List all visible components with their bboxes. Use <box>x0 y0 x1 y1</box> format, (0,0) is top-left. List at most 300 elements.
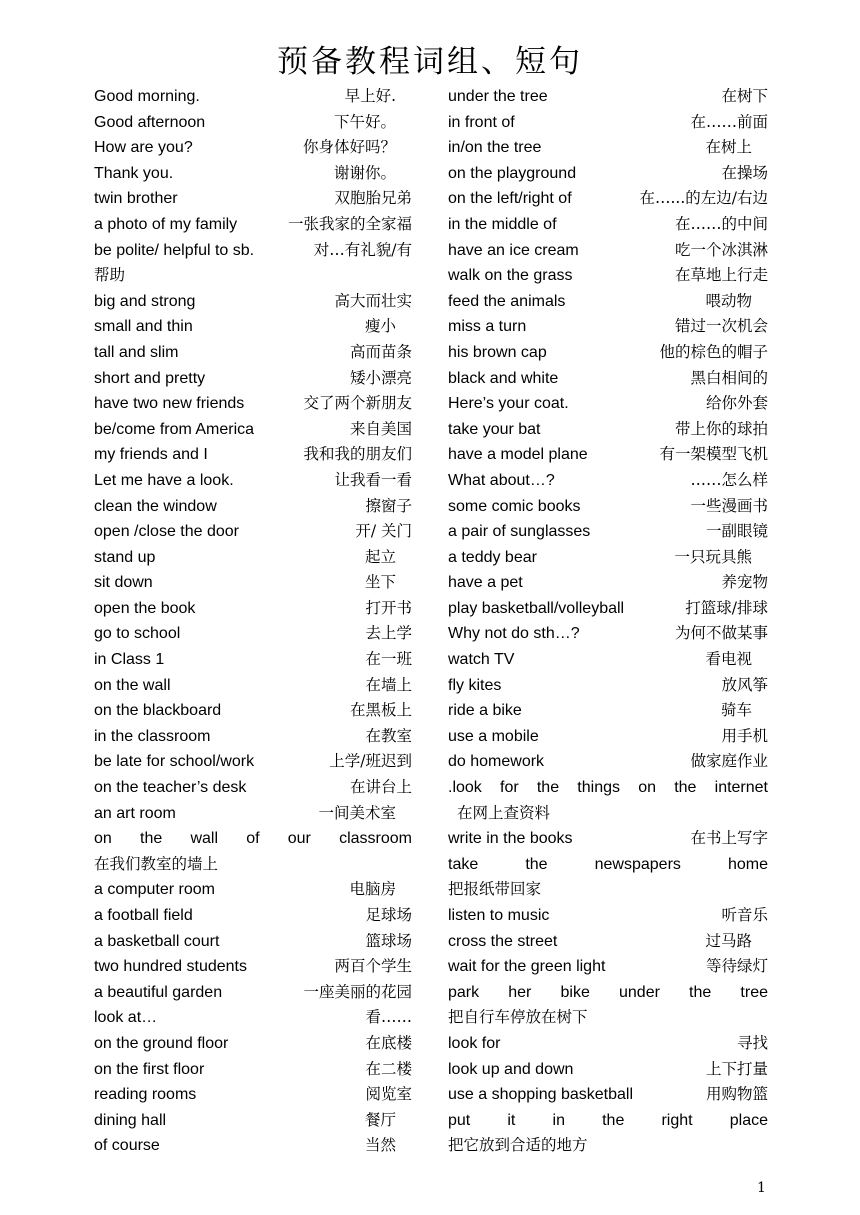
phrase-chinese: 在一班 <box>365 650 412 669</box>
phrase-english: use a shopping basketball <box>448 1086 634 1104</box>
phrase-entry <box>94 749 412 775</box>
phrase-chinese: 高大而壮实 <box>334 291 412 310</box>
phrase-entry <box>94 186 412 212</box>
phrase-entry <box>448 1031 768 1057</box>
phrase-line <box>448 314 768 340</box>
phrase-chinese: 在操场 <box>721 163 768 182</box>
phrase-chinese: 交了两个新朋友 <box>303 394 412 413</box>
phrase-chinese: 错过一次机会 <box>674 317 768 336</box>
phrase-chinese: 上学/班迟到 <box>329 752 412 771</box>
phrase-entry <box>94 570 412 596</box>
phrase-line <box>448 954 768 980</box>
phrase-english: stand up <box>94 548 156 566</box>
phrase-entry <box>448 1108 768 1159</box>
phrase-line <box>94 877 412 903</box>
phrase-english: Here’s your coat. <box>448 395 569 413</box>
phrase-chinese: 把自行车停放在树下 <box>448 1008 588 1027</box>
phrase-line <box>448 417 768 443</box>
phrase-line <box>448 468 768 494</box>
phrase-english: take your bat <box>448 420 541 438</box>
phrase-line <box>94 1005 412 1031</box>
phrase-chinese: 餐厅 <box>364 1110 396 1129</box>
phrase-english: Why not do sth…? <box>448 625 580 643</box>
phrase-chinese: 在…...的左边/右边 <box>639 189 768 208</box>
phrase-english: his brown cap <box>448 343 547 361</box>
phrase-chinese: 在网上查资料 <box>457 803 551 822</box>
phrase-english: What about…? <box>448 471 555 489</box>
phrase-chinese: 喂动物 <box>705 291 752 310</box>
phrase-chinese: 听音乐 <box>721 906 768 924</box>
phrase-entry <box>448 1057 768 1083</box>
phrase-english: write in the books <box>448 830 573 848</box>
phrase-line <box>448 186 768 212</box>
phrase-line <box>94 698 412 724</box>
phrase-entry <box>448 391 768 417</box>
phrase-line <box>448 724 768 750</box>
phrase-entry <box>94 1082 412 1108</box>
phrase-chinese: 养宠物 <box>721 573 768 592</box>
phrase-entry <box>448 442 768 468</box>
phrase-chinese: 他的棕色的帽子 <box>659 342 768 361</box>
phrase-entry <box>94 340 412 366</box>
phrase-line <box>94 314 412 340</box>
phrase-entry <box>94 1005 412 1031</box>
phrase-line <box>448 238 768 264</box>
phrase-entry <box>448 186 768 212</box>
phrase-chinese: 上下打量 <box>705 1059 768 1078</box>
phrase-entry <box>94 1133 412 1159</box>
phrase-entry <box>448 596 768 622</box>
phrase-english: be polite/ helpful to sb. <box>94 241 255 259</box>
phrase-english: on the ground floor <box>94 1034 229 1052</box>
phrase-entry <box>448 1082 768 1108</box>
phrase-line <box>94 1031 412 1057</box>
phrase-chinese: 一些漫画书 <box>690 496 768 515</box>
phrase-chinese: 看…… <box>365 1008 412 1027</box>
phrase-line <box>448 391 768 417</box>
phrase-line <box>94 749 412 775</box>
phrase-line <box>448 366 768 392</box>
phrase-chinese: 给你外套 <box>705 394 768 413</box>
phrase-entry <box>94 775 412 801</box>
phrase-entry <box>94 1031 412 1057</box>
phrase-entry <box>94 673 412 699</box>
phrase-english: put it in the right place <box>448 1111 768 1129</box>
phrase-english: watch TV <box>448 651 515 669</box>
phrase-entry <box>94 442 412 468</box>
phrase-entry <box>94 417 412 443</box>
phrase-entry <box>94 596 412 622</box>
phrase-chinese: 为何不做某事 <box>674 624 768 643</box>
phrase-english: do homework <box>448 753 545 771</box>
phrase-entry <box>94 877 412 903</box>
phrase-entry <box>448 647 768 673</box>
phrase-entry <box>94 391 412 417</box>
phrase-chinese: 在墙上 <box>365 675 412 694</box>
phrase-english: look for <box>448 1034 501 1052</box>
phrase-line <box>94 340 412 366</box>
phrase-chinese: 足球场 <box>365 906 412 924</box>
phrase-chinese: 一副眼镜 <box>705 522 768 541</box>
phrase-chinese: 用购物篮 <box>705 1085 768 1104</box>
phrase-english: look at… <box>94 1009 158 1027</box>
phrase-line <box>94 621 412 647</box>
phrase-entry <box>448 494 768 520</box>
phrase-entry <box>448 775 768 826</box>
phrase-english: play basketball/volleyball <box>448 599 625 617</box>
phrase-chinese: 把报纸带回家 <box>448 880 542 899</box>
phrase-chinese: 一张我家的全家福 <box>287 214 412 233</box>
phrase-english: be late for school/work <box>94 753 255 771</box>
phrase-entry <box>448 340 768 366</box>
phrase-entry <box>94 621 412 647</box>
phrase-english: How are you? <box>94 139 193 157</box>
phrase-chinese: 放风筝 <box>721 675 768 694</box>
phrase-english: Thank you. <box>94 164 174 182</box>
phrase-line <box>448 340 768 366</box>
phrase-english: tall and slim <box>94 343 179 361</box>
phrase-line <box>94 289 412 315</box>
phrase-chinese: 带上你的球拍 <box>674 419 768 438</box>
phrase-line <box>448 161 768 187</box>
phrase-entry <box>94 826 412 877</box>
phrase-english: a beautiful garden <box>94 983 223 1001</box>
phrase-chinese: 看电视 <box>705 650 752 669</box>
phrase-english: take the newspapers home <box>448 855 768 873</box>
phrase-chinese: 擦窗子 <box>365 496 412 515</box>
phrase-entry <box>448 826 768 852</box>
phrase-column-right <box>448 84 768 1159</box>
phrase-line <box>94 417 412 443</box>
phrase-entry <box>448 570 768 596</box>
phrase-chinese: 吃一个冰淇淋 <box>674 240 768 259</box>
phrase-chinese: 一只玩具熊 <box>674 547 752 566</box>
phrase-line <box>94 801 412 827</box>
phrase-chinese: 篮球场 <box>365 931 412 950</box>
phrase-entry <box>94 161 412 187</box>
phrase-chinese: 打开书 <box>365 598 412 617</box>
phrase-line <box>448 673 768 699</box>
phrase-line <box>448 212 768 238</box>
phrase-chinese: 我和我的朋友们 <box>303 445 412 464</box>
phrase-entry <box>448 980 768 1031</box>
phrase-english: listen to music <box>448 907 550 924</box>
phrase-entry <box>448 749 768 775</box>
phrase-chinese: 在底楼 <box>365 1033 412 1052</box>
phrase-entry <box>448 698 768 724</box>
phrase-english: on the left/right of <box>448 190 572 208</box>
phrase-line <box>94 903 412 929</box>
phrase-english: on the wall of our classroom <box>94 830 412 848</box>
phrase-chinese: 在……前面 <box>690 112 768 131</box>
phrase-entry <box>94 647 412 673</box>
phrase-entry <box>94 903 412 929</box>
phrase-english: sit down <box>94 574 153 592</box>
phrase-entry <box>94 698 412 724</box>
phrase-english: a pair of sunglasses <box>448 523 591 541</box>
phrase-entry <box>448 135 768 161</box>
phrase-english: my friends and I <box>94 446 208 464</box>
phrase-chinese: 过马路 <box>705 931 752 950</box>
phrase-chinese: 对…有礼貌/有 <box>313 240 412 259</box>
phrase-english: use a mobile <box>448 727 539 745</box>
phrase-english: in the middle of <box>448 215 557 233</box>
phrase-english: on the playground <box>448 164 577 182</box>
phrase-chinese: 寻找 <box>736 1033 768 1052</box>
phrase-english: under the tree <box>448 88 548 105</box>
phrase-line <box>448 1031 768 1057</box>
phrase-chinese: 起立 <box>364 547 396 566</box>
phrase-entry <box>448 110 768 136</box>
phrase-line <box>448 519 768 545</box>
phrase-entry <box>448 852 768 903</box>
phrase-chinese: 开/ 关门 <box>355 522 412 541</box>
phrase-line <box>448 570 768 596</box>
phrase-english: wait for the green light <box>448 958 606 976</box>
phrase-english: go to school <box>94 625 181 643</box>
phrase-chinese: 当然 <box>364 1136 396 1155</box>
phrase-chinese: 在我们教室的墙上 <box>94 854 219 873</box>
phrase-line <box>94 161 412 187</box>
phrase-chinese: 黑白相间的 <box>690 368 768 387</box>
phrase-entry <box>448 545 768 571</box>
phrase-column-left <box>94 84 412 1159</box>
phrase-line <box>448 442 768 468</box>
phrase-english: clean the window <box>94 497 217 515</box>
phrase-line <box>94 212 412 238</box>
page-number: 1 <box>757 1180 766 1196</box>
phrase-chinese: 高而苗条 <box>349 342 412 361</box>
phrase-chinese: 在树上 <box>705 138 752 157</box>
phrase-english: have two new friends <box>94 395 245 413</box>
phrase-english: cross the street <box>448 932 558 950</box>
phrase-entry <box>94 289 412 315</box>
phrase-chinese: 一座美丽的花园 <box>303 982 412 1001</box>
phrase-entry <box>94 135 412 161</box>
phrase-english: a football field <box>94 907 193 924</box>
phrase-chinese: 有一架模型飞机 <box>659 445 768 464</box>
phrase-line <box>448 647 768 673</box>
phrase-line <box>94 135 412 161</box>
phrase-entry <box>448 161 768 187</box>
phrase-entry <box>448 84 768 110</box>
phrase-entry <box>448 621 768 647</box>
phrase-english: feed the animals <box>448 292 566 310</box>
phrase-english: in front of <box>448 113 515 131</box>
phrase-english: twin brother <box>94 190 178 208</box>
phrase-english: Good afternoon <box>94 113 206 131</box>
phrase-english: dining hall <box>94 1111 167 1129</box>
phrase-english: in Class 1 <box>94 651 165 669</box>
phrase-entry <box>94 724 412 750</box>
phrase-chinese: 在教室 <box>365 726 412 745</box>
phrase-english: have an ice cream <box>448 241 579 259</box>
phrase-chinese: 来自美国 <box>349 419 412 438</box>
phrase-english: reading rooms <box>94 1086 197 1104</box>
phrase-entry <box>94 1057 412 1083</box>
phrase-entry <box>448 417 768 443</box>
phrase-chinese: 在树下 <box>721 87 768 105</box>
phrase-line <box>94 186 412 212</box>
phrase-chinese: 在黑板上 <box>349 701 412 720</box>
phrase-line <box>94 570 412 596</box>
phrase-chinese: 在讲台上 <box>349 778 412 797</box>
phrase-english: Let me have a look. <box>94 471 234 489</box>
phrase-line <box>94 1133 412 1159</box>
phrase-chinese: 在……的中间 <box>674 214 768 233</box>
phrase-line <box>94 980 412 1006</box>
phrase-line <box>94 494 412 520</box>
phrase-chinese: 在二楼 <box>365 1059 412 1078</box>
phrase-english: in the classroom <box>94 727 211 745</box>
phrase-entry <box>448 724 768 750</box>
phrase-line <box>94 596 412 622</box>
phrase-line <box>94 724 412 750</box>
phrase-entry <box>448 366 768 392</box>
phrase-chinese: 把它放到合适的地方 <box>448 1136 588 1155</box>
phrase-line <box>448 135 768 161</box>
phrase-english: black and white <box>448 369 559 387</box>
phrase-chinese: 在草地上行走 <box>674 266 768 285</box>
phrase-english: have a pet <box>448 574 523 592</box>
phrase-line <box>448 621 768 647</box>
phrase-entry <box>94 801 412 827</box>
phrase-chinese: 骑车 <box>720 701 752 720</box>
phrase-english: on the teacher’s desk <box>94 779 247 797</box>
phrase-entry <box>448 263 768 289</box>
phrase-chinese: 双胞胎兄弟 <box>334 189 412 208</box>
phrase-chinese: 两百个学生 <box>334 957 412 976</box>
phrase-english: on the first floor <box>94 1060 205 1078</box>
phrase-english: a computer room <box>94 881 215 899</box>
phrase-line <box>448 903 768 929</box>
phrase-line <box>448 1082 768 1108</box>
phrase-entry <box>94 954 412 980</box>
phrase-entry <box>448 954 768 980</box>
phrase-english: short and pretty <box>94 369 206 387</box>
phrase-line <box>448 545 768 571</box>
phrase-line <box>94 1082 412 1108</box>
phrase-line <box>94 84 412 110</box>
phrase-line <box>448 698 768 724</box>
phrase-english: two hundred students <box>94 958 247 976</box>
phrase-chinese: 打篮球/排球 <box>685 598 768 617</box>
phrase-chinese: 在书上写字 <box>690 829 768 848</box>
phrase-entry <box>94 468 412 494</box>
phrase-line <box>94 954 412 980</box>
phrase-chinese: 让我看一看 <box>334 470 412 489</box>
page-title: 预备教程词组、短句 <box>277 44 583 80</box>
phrase-line <box>94 391 412 417</box>
phrase-entry <box>94 238 412 289</box>
phrase-chinese-continued: 帮助 <box>94 266 126 285</box>
phrase-entry <box>448 903 768 929</box>
phrase-entry <box>94 545 412 571</box>
phrase-english: in/on the tree <box>448 139 542 157</box>
phrase-english: of course <box>94 1137 160 1155</box>
phrase-line <box>94 519 412 545</box>
phrase-entry <box>94 314 412 340</box>
phrase-entry <box>448 673 768 699</box>
phrase-line <box>94 110 412 136</box>
phrase-english: some comic books <box>448 497 581 515</box>
phrase-chinese: 去上学 <box>365 624 412 643</box>
phrase-chinese: 做家庭作业 <box>690 752 768 771</box>
phrase-chinese: 瘦小 <box>364 317 396 336</box>
phrase-chinese: 谢谢你。 <box>333 163 396 182</box>
phrase-entry <box>94 1108 412 1134</box>
phrase-line <box>94 929 412 955</box>
phrase-english: fly kites <box>448 676 502 694</box>
phrase-chinese: 电脑房 <box>349 880 396 899</box>
phrase-english: miss a turn <box>448 318 527 336</box>
phrase-english: a photo of my family <box>94 215 238 233</box>
phrase-line <box>448 749 768 775</box>
phrase-entry <box>94 212 412 238</box>
phrase-entry <box>448 519 768 545</box>
phrase-english: .look for the things on the internet <box>448 779 768 797</box>
phrase-line <box>448 110 768 136</box>
phrase-english: open /close the door <box>94 523 239 541</box>
phrase-entry <box>448 929 768 955</box>
phrase-entry <box>94 366 412 392</box>
phrase-line <box>94 1108 412 1134</box>
phrase-chinese: 阅览室 <box>365 1085 412 1104</box>
phrase-entry <box>94 929 412 955</box>
phrase-entry <box>94 110 412 136</box>
phrase-entry <box>448 468 768 494</box>
phrase-english: look up and down <box>448 1060 574 1078</box>
phrase-line <box>94 545 412 571</box>
phrase-line <box>448 826 768 852</box>
phrase-entry <box>448 212 768 238</box>
phrase-chinese: 一间美术室 <box>318 803 396 822</box>
phrase-entry <box>94 980 412 1006</box>
phrase-line <box>448 929 768 955</box>
phrase-line <box>448 84 768 110</box>
phrase-chinese: ……怎么样 <box>690 470 768 489</box>
phrase-english: ride a bike <box>448 702 522 720</box>
phrase-english: have a model plane <box>448 446 588 464</box>
phrase-line <box>94 468 412 494</box>
phrase-english: park her bike under the tree <box>448 983 768 1001</box>
phrase-chinese: 矮小漂亮 <box>349 368 412 387</box>
phrase-line <box>448 289 768 315</box>
phrase-line <box>94 366 412 392</box>
phrase-english: Good morning. <box>94 88 200 105</box>
phrase-line <box>94 647 412 673</box>
phrase-english: on the blackboard <box>94 702 222 720</box>
phrase-line <box>94 442 412 468</box>
phrase-line <box>94 673 412 699</box>
phrase-english: walk on the grass <box>448 267 573 285</box>
phrase-line <box>94 238 412 264</box>
phrase-entry <box>448 289 768 315</box>
phrase-english: small and thin <box>94 318 193 336</box>
phrase-chinese: 早上好. <box>344 87 396 105</box>
phrase-line <box>448 1057 768 1083</box>
phrase-chinese: 用手机 <box>721 726 768 745</box>
phrase-english: open the book <box>94 599 196 617</box>
phrase-chinese: 等待绿灯 <box>705 957 768 976</box>
phrase-line <box>94 775 412 801</box>
phrase-english: a teddy bear <box>448 548 537 566</box>
phrase-line <box>448 263 768 289</box>
phrase-line <box>448 494 768 520</box>
phrase-english: on the wall <box>94 676 171 694</box>
phrase-chinese: 坐下 <box>364 573 396 592</box>
phrase-line <box>94 1057 412 1083</box>
